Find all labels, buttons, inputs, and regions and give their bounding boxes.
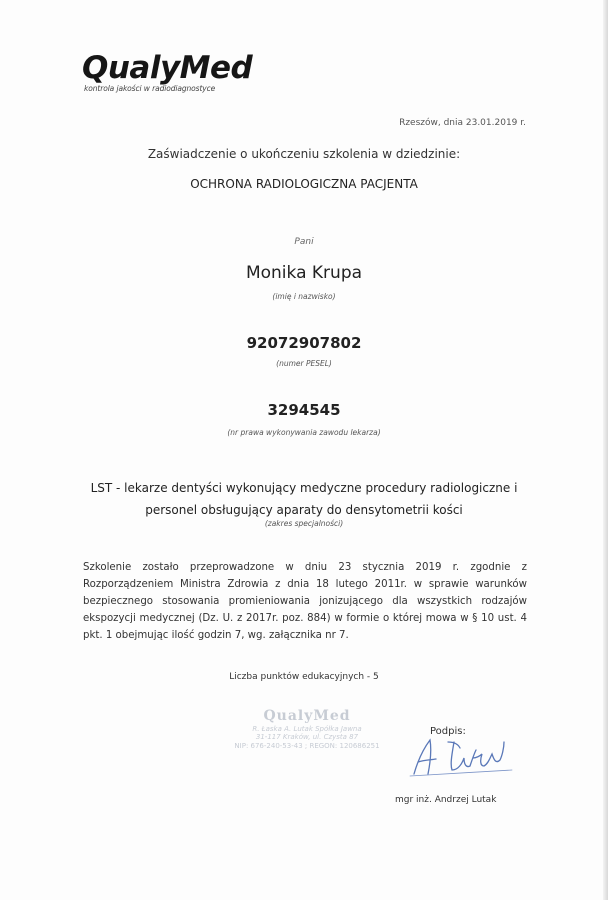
education-points: Liczba punktów edukacyjnych - 5 [229, 672, 379, 682]
pesel-caption: (numer PESEL) [276, 359, 332, 368]
issue-date: Rzeszów, dnia 23.01.2019 r. [399, 118, 526, 128]
stamp-address: 31-117 Kraków, ul. Czysta 87 [255, 733, 359, 741]
pesel-number: 92072907802 [246, 334, 362, 352]
specialty-caption: (zakres specjalności) [264, 519, 344, 528]
stamp-owners: R. Łaska A. Lutak Spółka Jawna [252, 725, 362, 733]
stamp-company-name: QualyMed [263, 708, 351, 724]
license-caption: (nr prawa wykonywania zawodu lekarza) [227, 428, 381, 437]
person-name: Monika Krupa [245, 263, 363, 283]
person-name-caption: (imię i nazwisko) [272, 292, 336, 301]
certificate-heading: Zaświadczenie o ukończeniu szkolenia w dziedzinie: [147, 147, 461, 161]
qualymed-logo [82, 50, 252, 93]
training-subject: OCHRONA RADIOLOGICZNA PACJENTA [190, 177, 418, 191]
specialty-line-2: personel obsługujący aparaty do densytometrii kości [145, 503, 463, 517]
logo-name: QualyMed [82, 50, 253, 86]
specialty-line-1: LST - lekarze dentyści wykonujący medyczne procedury radiologiczne i [90, 481, 518, 495]
training-description: Szkolenie zostało przeprowadzone w dniu 23 stycznia 2019 r. zgodnie z Rozporządzeniem Ministra Zdrowia z dnia 18 lutego 2011r. w sprawie warunków bezpiecznego stosowania promieniowania jonizującego dla wszystkich rodzajów ekspozycji medycznej (Dz. U. z 2017r. poz. 884) w formie o której mowa w § 10 ust. 4 pkt. 1 obejmując ilość godzin 7, wg. załącznika nr 7. [83, 562, 527, 641]
stamp-registry: NIP: 676-240-53-43 ; REGON: 120686251 [234, 742, 380, 750]
handwritten-signature [400, 730, 520, 780]
signature-label: Podpis: [430, 726, 466, 737]
salutation: Pani [294, 237, 314, 247]
company-stamp [233, 708, 381, 750]
page-edge-shadow [603, 0, 608, 900]
license-number: 3294545 [267, 401, 341, 419]
signer-name: mgr inż. Andrzej Lutak [395, 795, 497, 805]
specialty-block [0, 477, 608, 521]
logo-tagline: kontrola jakości w radiodiagnostyce [84, 84, 216, 93]
